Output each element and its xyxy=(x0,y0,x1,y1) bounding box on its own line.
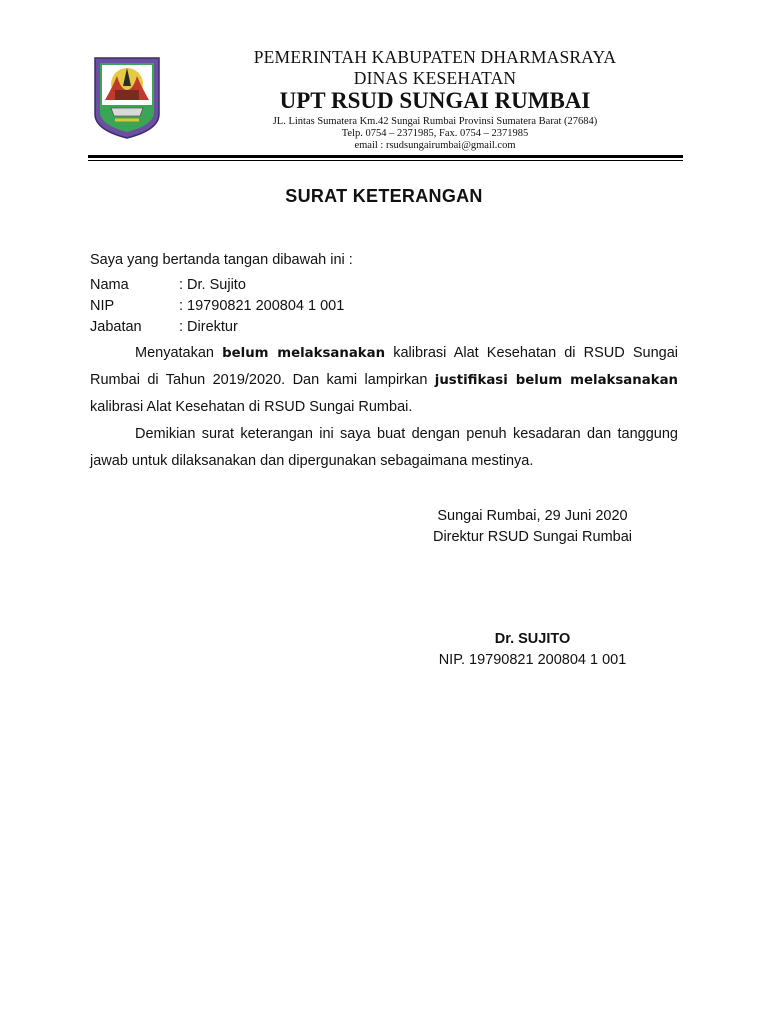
signature-position: Direktur RSUD Sungai Rumbai xyxy=(432,529,633,545)
institution-address: JL. Lintas Sumatera Km.42 Sungai Rumbai Provinsi Sumatera Barat (27684) xyxy=(272,116,598,127)
statement-paragraph xyxy=(90,340,678,421)
field-value-nip: : 19790821 200804 1 001 xyxy=(179,298,345,314)
signatory-nip: NIP. 19790821 200804 1 001 xyxy=(438,652,627,668)
intro-text: Saya yang bertanda tangan dibawah ini : xyxy=(90,252,353,268)
letterhead-divider xyxy=(88,155,683,158)
institution-name: UPT RSUD SUNGAI RUMBAI xyxy=(279,88,591,113)
statement-text-1: Menyatakan xyxy=(135,345,223,361)
department-name: DINAS KESEHATAN xyxy=(353,68,517,88)
field-label-nip: NIP xyxy=(90,298,115,314)
field-value-position: : Direktur xyxy=(179,319,238,335)
signature-place-date: Sungai Rumbai, 29 Juni 2020 xyxy=(437,508,628,524)
institution-email: email : rsudsungairumbai@gmail.com xyxy=(354,140,516,151)
statement-emphasis-2: justifikasi belum melaksanakan xyxy=(434,373,679,388)
regency-coat-of-arms-icon xyxy=(93,56,161,140)
document-title: SURAT KETERANGAN xyxy=(285,186,483,206)
closing-paragraph: Demikian surat keterangan ini saya buat dengan penuh kesadaran dan tanggung jawab untuk dilaksanakan dan dipergunakan sebagaimana mestinya. xyxy=(90,426,678,469)
field-label-name: Nama xyxy=(90,277,129,293)
signatory-name: Dr. SUJITO xyxy=(494,631,571,647)
letterhead-divider-thin xyxy=(88,160,683,161)
field-value-name: : Dr. Sujito xyxy=(179,277,246,293)
institution-phone: Telp. 0754 – 2371985, Fax. 0754 – 2371985 xyxy=(341,128,529,139)
statement-text-2: kalibrasi Alat Kesehatan di RSUD Sungai Rumbai di Tahun 2019/2020. Dan kami lampirkan xyxy=(90,345,678,388)
government-name: PEMERINTAH KABUPATEN DHARMASRAYA xyxy=(253,47,617,67)
statement-text-3: kalibrasi Alat Kesehatan di RSUD Sungai Rumbai. xyxy=(90,399,413,415)
field-label-position: Jabatan xyxy=(90,319,142,335)
statement-emphasis-1: belum melaksanakan xyxy=(222,346,386,361)
